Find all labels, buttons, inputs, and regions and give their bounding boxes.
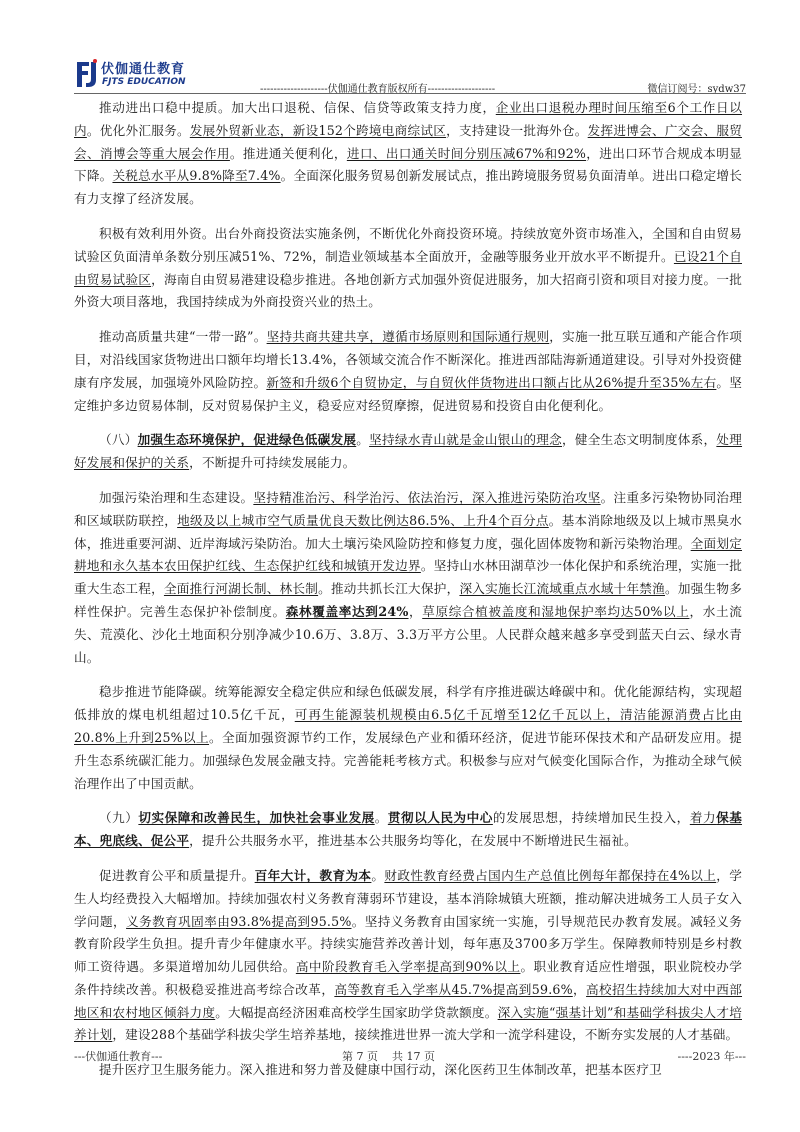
underlined-text: 已设21个自由贸易试验区 bbox=[74, 248, 742, 287]
text-run: 。全面深化服务贸易创新发展试点，推出跨境服务贸易负面清单。进出口稳定增长有力支撑了经济发展。 bbox=[74, 168, 742, 207]
page-header bbox=[74, 58, 746, 95]
paragraph bbox=[74, 223, 742, 314]
underlined-text: 新签和升级6个自贸协定，与自贸伙伴货物进出口额占比从26%提升至35%左右 bbox=[266, 374, 717, 390]
logo-english-text: FJTS EDUCATION bbox=[102, 77, 186, 87]
text-run: 。坚持山水林田湖草沙一体化保护和系统治理，实施一批重大生态工程， bbox=[74, 558, 742, 597]
underlined-text: 切实保障和改善民生，加快社会事业发展 bbox=[138, 810, 375, 826]
underlined-text: 加强生态环境保护，促进绿色低碳发展 bbox=[137, 432, 357, 448]
text-run: 。坚持义务教育由国家统一实施，引导规范民办教育发展。减轻义务教育阶段学生负担。提升青少年健康水平。持续实施营养改善计划，每年惠及3700多万学生。保障教师特别是乡村教师工资待遇。多渠道增加幼儿园供给。 bbox=[74, 913, 742, 975]
text-run: 。 bbox=[374, 810, 388, 826]
page-footer bbox=[74, 1048, 746, 1068]
underlined-text: 财政性教育经费占国内生产总值比例每年都保持在4%以上 bbox=[384, 867, 717, 883]
text-run: 促进教育公平和质量提升。 bbox=[99, 867, 255, 883]
underlined-text: 处理好发展和保护的关系 bbox=[74, 432, 743, 471]
text-run: 。推进通关便利化， bbox=[229, 145, 347, 161]
underlined-text: 草原综合植被盖度和湿地保护率均达50%以上 bbox=[422, 603, 690, 619]
text-run: 。坚定维护多边贸易体制，反对贸易保护主义，稳妥应对经贸摩擦，促进贸易和投资自由化便利化。 bbox=[74, 374, 743, 413]
underlined-text: 贯彻以人民为中心 bbox=[387, 810, 493, 826]
text-run: ，海南自由贸易港建设稳步推进。各地创新方式加强外资促进服务，加大招商引资和项目对接力度。一批外资大项目落地，我国持续成为外商投资兴业的热土。 bbox=[74, 271, 743, 310]
underlined-text: 保基本、兜底线、促公平 bbox=[74, 810, 743, 849]
underlined-text: 高等教育毛入学率从45.7%提高到59.6% bbox=[334, 981, 573, 997]
paragraph bbox=[74, 865, 742, 1047]
text-run: 。全面加强资源节约工作，发展绿色产业和循环经济，促进节能环保技术和产品研发应用。提升生态系统碳汇能力。加强绿色发展金融支持。完善能耗考核方式。积极参与应对气候变化国际合作，为推动全球气候治理作出了中国贡献。 bbox=[74, 729, 742, 791]
underlined-text: 深入实施长江流域重点水域十年禁渔 bbox=[459, 581, 665, 597]
footer-year: ----2023 年--- bbox=[677, 1050, 746, 1063]
total-pages: 共 17 页 bbox=[392, 1050, 435, 1063]
text-run: 。职业教育适应性增强，职业院校办学条件持续改善。积极稳妥推进高考综合改革， bbox=[74, 959, 743, 997]
text-run: 的发展思想，持续增加民生投入， bbox=[492, 810, 690, 826]
underlined-text: 坚持共商共建共享，遵循市场原则和国际通行规则 bbox=[266, 329, 550, 345]
underlined-text: 可再生能源装机规模由6.5亿千瓦增至12亿千瓦以上，清洁能源消费占比由20.8%上升到25%以上 bbox=[74, 707, 742, 745]
logo bbox=[74, 58, 204, 92]
logo-chinese-text: 伏伽通仕教育 bbox=[101, 62, 186, 77]
text-run: 推动高质量共建“一带一路”。 bbox=[99, 329, 267, 345]
underlined-text: 全面划定耕地和永久基本农田保护红线、生态保护红线和城镇开发边界 bbox=[74, 535, 742, 574]
current-page: 第 7 页 bbox=[342, 1050, 378, 1063]
text-run: ，水土流失、荒漠化、沙化土地面积分别净减少10.6万、3.8万、3.3万平方公里。人民群众越来越多享受到蓝天白云、绿水青山。 bbox=[74, 603, 743, 665]
text-run: （八） bbox=[99, 432, 138, 448]
text-run: ，进出口环节合规成本明显下降。 bbox=[74, 145, 743, 184]
underlined-text: 百年大计，教育为本 bbox=[254, 867, 372, 883]
underlined-text: 着力 bbox=[689, 810, 717, 826]
paragraph bbox=[74, 429, 742, 475]
text-run: 稳步推进节能降碳。统筹能源安全稳定供应和绿色低碳发展，科学有序推进碳达峰碳中和。优化能源结构，实现超低排放的煤电机组超过10.5亿千瓦， bbox=[74, 684, 742, 723]
text-run: 加强污染治理和生态建设。 bbox=[99, 489, 254, 505]
text-run: 。注重多污染物协同治理和区域联防联控， bbox=[74, 489, 742, 528]
underlined-text: 高中阶段教育毛入学率提高到90%以上 bbox=[295, 959, 521, 975]
wechat-subscription: 微信订阅号：sydw37 bbox=[647, 84, 746, 95]
text-run: ， bbox=[408, 603, 423, 619]
text-run: ，支持建设一批海外仓。 bbox=[446, 122, 588, 138]
text-run: （九） bbox=[99, 810, 139, 826]
text-run: 。基本消除地级及以上城市黑臭水体，推进重要河湖、近岸海域污染防治。加大土壤污染风险防控和修复力度，强化固体废物和新污染物治理。 bbox=[74, 512, 743, 551]
underlined-text: 发展外贸新业态，新设152个跨境电商综试区 bbox=[189, 122, 447, 138]
underlined-text: 森林覆盖率达到24% bbox=[285, 603, 409, 619]
fjts-logo-icon bbox=[74, 58, 100, 90]
paragraph bbox=[74, 487, 742, 669]
underlined-text: 坚持绿水青山就是金山银山的理念 bbox=[369, 432, 563, 448]
underlined-text: 高校招生持续加大对中西部地区和农村地区倾斜力度 bbox=[74, 981, 743, 1020]
underlined-text: 深入实施“强基计划”和基础学科拔尖人才培养计划 bbox=[74, 1004, 742, 1043]
underlined-text: 地级及以上城市空气质量优良天数比例达86.5%、上升4个百分点 bbox=[177, 512, 549, 528]
underlined-text: 全面推行河湖长制、林长制 bbox=[163, 581, 319, 597]
document-body bbox=[74, 97, 742, 1094]
paragraph bbox=[74, 326, 742, 417]
page-number bbox=[342, 1048, 435, 1064]
paragraph bbox=[74, 807, 742, 853]
text-run: ，健全生态文明制度体系， bbox=[562, 432, 717, 448]
underlined-text: 进口、出口通关时间分别压减67%和92% bbox=[346, 145, 587, 161]
text-run: 。加强生物多样性保护。完善生态保护补偿制度。 bbox=[74, 581, 743, 619]
paragraph bbox=[74, 97, 742, 211]
copyright-notice: --------------------伏伽通仕教育版权所有-------------------- bbox=[260, 84, 496, 95]
text-run: ，实施一批互联互通和产能合作项目，对沿线国家货物进出口额年均增长13.4%，各领域交流合作不断深化。推进西部陆海新通道建设。引导对外投资健康有序发展，加强境外风险防控。 bbox=[74, 329, 742, 390]
text-run: 提升医疗卫生服务能力。深入推进和努力普及健康中国行动，深化医药卫生体制改革，把基本医疗卫 bbox=[99, 1062, 662, 1078]
text-run: 推动进出口稳中提质。加大出口退税、信保、信贷等政策支持力度， bbox=[99, 100, 496, 115]
text-run: 。大幅提高经济困难高校学生国家助学贷款额度。 bbox=[215, 1004, 498, 1020]
text-run: ， bbox=[572, 981, 587, 997]
text-run: ，建设288个基础学科拔尖学生培养基地，接续推进世界一流大学和一流学科建设，不断夯实发展的人才基础。 bbox=[112, 1027, 739, 1043]
text-run: 。 bbox=[371, 867, 385, 883]
text-run: ，提升公共服务水平，推进基本公共服务均等化，在发展中不断增进民生福祉。 bbox=[189, 833, 637, 849]
underlined-text: 义务教育巩固率由93.8%提高到95.5% bbox=[126, 913, 352, 929]
underlined-text: 发挥进博会、广交会、服贸会、消博会等重大展会作用 bbox=[74, 122, 742, 161]
text-run: 。推动共抓长江大保护， bbox=[318, 581, 460, 597]
header-divider bbox=[74, 93, 746, 94]
text-run: 。 bbox=[356, 432, 370, 448]
underlined-text: 坚持精准治污、科学治污、依法治污，深入推进污染防治攻坚 bbox=[253, 489, 601, 505]
underlined-text: 企业出口退税办理时间压缩至6个工作日以内 bbox=[74, 100, 743, 138]
text-run: 积极有效利用外资。出台外商投资法实施条例，不断优化外商投资环境。持续放宽外资市场准入，全国和自由贸易试验区负面清单条数分别压减51%、72%，制造业领域基本全面放开，金融等服务业开放水平不断提升。 bbox=[74, 225, 742, 264]
footer-brand: ---伏伽通仕教育--- bbox=[74, 1050, 163, 1063]
text-run: ，不断提升可持续发展能力。 bbox=[189, 455, 356, 471]
text-run: 。优化外汇服务。 bbox=[86, 122, 190, 138]
text-run: ，学生人均经费投入大幅增加。持续加强农村义务教育薄弱环节建设，基本消除城镇大班额，推动解决进城务工人员子女入学问题， bbox=[74, 867, 743, 929]
underlined-text: 关税总水平从9.8%降至7.4% bbox=[112, 168, 281, 184]
paragraph bbox=[74, 681, 742, 795]
